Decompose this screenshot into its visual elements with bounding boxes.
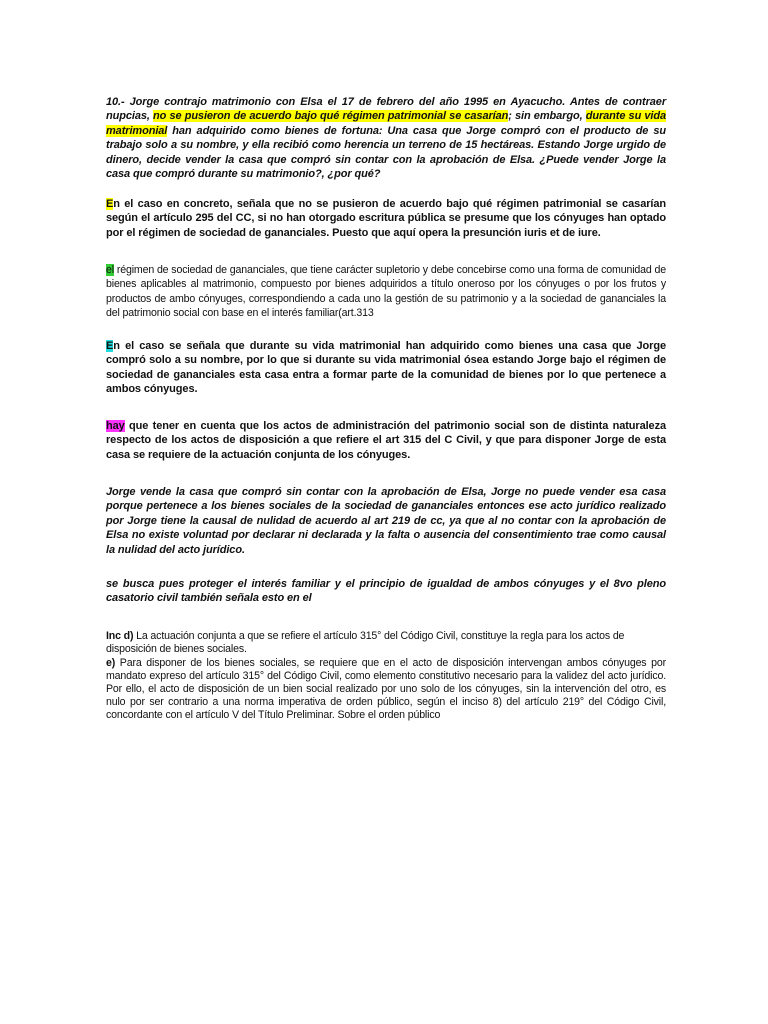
question-intro: 10.- Jorge contrajo matrimonio con Elsa el 17 de febrero del año 1995 en Ayacucho. Antes de contraer nupcias, xyxy=(106,96,666,123)
question-10 xyxy=(106,95,666,181)
paragraph-inciso-e xyxy=(106,657,666,722)
highlight-initial: el xyxy=(106,264,114,276)
question-mid: ; sin embargo, xyxy=(508,110,586,123)
paragraph-text: La actuación conjunta a que se refiere el artículo 315° del Código Civil, constituye la regla para los actos de disposición de bienes sociales. xyxy=(106,630,625,655)
paragraph-text: que tener en cuenta que los actos de administración del patrimonio social son de distinta naturaleza respecto de los actos de disposición a que refiere el art 315 del C Civil, y que para disponer Jorge de esta casa se requiere de la actuación conjunta de los cónyuges. xyxy=(106,420,666,461)
inciso-d-label: Inc d) xyxy=(106,630,134,642)
paragraph-text: n el caso en concreto, señala que no se pusieron de acuerdo bajo qué régimen patrimonial se casarían según el artículo 295 del CC, si no han otorgado escritura pública se presume que los cónyuges han optado por el régimen de sociedad de gananciales. Puesto que aquí opera la presunción iuris et de iure. xyxy=(106,198,666,239)
paragraph-text: régimen de sociedad de gananciales, que tiene carácter supletorio y debe concebirse como una forma de comunidad de bienes aplicables al matrimonio, compuesto por bienes adquiridos a título oneroso por los cónyuges o por los frutos y productos de ambo cónyuges, correspondiendo a cada uno la gestión de su patrimonio y a la sociedad de gananciales la del patrimonio social con base en el interés familiar(art.313 xyxy=(106,264,666,320)
highlight-no-acuerdo: no se pusieron de acuerdo bajo qué régimen patrimonial se casarían xyxy=(153,110,509,123)
paragraph-caso-concreto xyxy=(106,197,666,240)
paragraph-inciso-d xyxy=(106,630,666,656)
paragraph-text: Para disponer de los bienes sociales, se requiere que en el acto de disposición intervengan ambos cónyuges por mandato expreso del artículo 315° del Código Civil, como elemento constitutivo necesario para la validez del acto jurídico. Por ello, el acto de disposición de un bien social realizado por uno solo de los cónyuges, sin la intervención del otro, es nulo por ser contrario a una norma imperativa de orden público, según el inciso 8) del artículo 219° del Código Civil, concordante con el artículo V del Título Preliminar. Sobre el orden público xyxy=(106,657,666,721)
paragraph-actos-administracion xyxy=(106,419,666,462)
highlight-initial: hay xyxy=(106,420,125,432)
paragraph-vida-matrimonial xyxy=(106,339,666,397)
inciso-e-label: e) xyxy=(106,657,116,669)
question-rest: han adquirido como bienes de fortuna: Una casa que Jorge compró con el producto de su trabajo solo a su nombre, y ella recibió como herencia un terreno de 15 hectáreas. Estando Jorge urgido de dinero, decide vender la casa que compró sin contar con la aprobación de Elsa. ¿Puede vender Jorge la casa que compró durante su matrimonio?, ¿por qué? xyxy=(106,124,666,181)
highlight-vida-matrimonial: durante su vida matrimonial xyxy=(106,110,666,137)
paragraph-interes-familiar: se busca pues proteger el interés familiar y el principio de igualdad de ambos cónyuges y el 8vo pleno casatorio civil también señala esto en el xyxy=(106,578,666,605)
paragraph-text: n el caso se señala que durante su vida matrimonial han adquirido como bienes una casa que Jorge compró solo a su nombre, por lo que si durante su vida matrimonial ósea estando Jorge bajo el régimen de sociedad de gananciales esta casa entra a formar parte de la comunidad de bienes por lo que pertenece a ambos cónyuges. xyxy=(106,340,666,396)
highlight-initial: E xyxy=(106,198,114,210)
paragraph-nulidad: Jorge vende la casa que compró sin contar con la aprobación de Elsa, Jorge no puede vender esa casa porque pertenece a los bienes sociales de la sociedad de gananciales entonces ese acto jurídico realizado por Jorge tiene la causal de nulidad de acuerdo al art 219 de cc, ya que al no contar con la aprobación de Elsa no existe voluntad por declarar ni declarada y la falta o ausencia del consentimiento trae como causal la nulidad del acto jurídico. xyxy=(106,486,666,556)
highlight-initial: E xyxy=(106,340,114,352)
paragraph-regimen-gananciales xyxy=(106,263,666,321)
